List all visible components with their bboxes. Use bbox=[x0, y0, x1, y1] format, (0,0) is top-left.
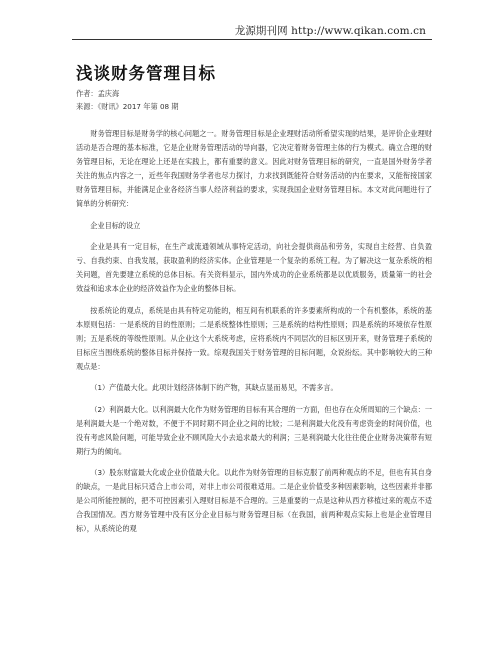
article-body bbox=[76, 127, 432, 544]
section-heading: 企业目标的设立 bbox=[90, 220, 141, 230]
site-header-text: 龙源期刊网 http://www.qikan.com.cn bbox=[234, 25, 426, 37]
article-source: 来源：《财讯》2017 年第 08 期 bbox=[76, 102, 179, 111]
body-paragraph: 企业是具有一定目标，在生产或流通领域从事特定活动，向社会提供商品和劳务，实现自主经营、自负盈亏、自我约束、自我发展，获取盈利的经济实体。企业管理是一个复杂的系统工程。为了解决这一复杂系统的相关问题，首先要建立系统的总体目标。有关资料显示，国内外成功的企业系统都是以优质服务，质量第一的社会效益和追求本企业的经济效益作为企业的整体目标。 bbox=[76, 242, 432, 293]
body-paragraph: 按系统论的观点，系统是由具有特定功能的，相互间有机联系的许多要素所构成的一个有机整体，系统的基本原则包括：一是系统的目的性原则；二是系统整体性原则；三是系统的结构性原则；四是系统的环境依存性原则；五是系统的等级性原则。从企业这个大系统考虑，应将系统内不同层次的目标区别开来，财务管理子系统的目标应当围绕系统的整体目标并保持一致。综观我国关于财务管理的目标问题，众说纷纭。其中影响较大的三种观点是： bbox=[76, 305, 432, 371]
header-divider bbox=[72, 39, 432, 40]
article-author: 作者：孟庆海 bbox=[76, 89, 120, 98]
body-paragraph: （1）产值最大化。此项计划经济体制下的产物，其缺点显而易见，不需多言。 bbox=[90, 383, 338, 392]
body-paragraph: （3）股东财富最大化或企业价值最大化。以此作为财务管理的目标克服了前两种观点的不足，但也有其自身的缺点，一是此目标只适合上市公司，对非上市公司很难适用。二是企业价值受多种因素影响，这些因素并非都是公司所能控制的，把不可控因素引入理财目标是不合理的。三是重要的一点是这种从西方移植过来的观点不适合我国情况。西方财务管理中没有区分企业目标与财务管理目标（在我国，前两种观点实际上也是企业管理目标），从系统论的观 bbox=[76, 468, 432, 533]
body-paragraph: 财务管理目标是财务学的核心问题之一。财务管理目标是企业理财活动所希望实现的结果，是评价企业理财活动是否合理的基本标准，它是企业财务管理活动的导向器，它决定着财务管理主体的行为模式。确立合理的财务管理目标，无论在理论上还是在实践上，都有重要的意义。因此对财务管理目标的研究，一直是国外财务学者关注的焦点内容之一，近些年我国财务学者也尽力探讨，力求找到既能符合财务活动的内在要求，又能衔接国家财务管理目标，并能满足企业各经济当事人经济利益的要求，实现我国企业财务管理目标。本文对此问题进行了简单的分析研究： bbox=[76, 129, 432, 208]
body-paragraph: （2）利润最大化。以利润最大化作为财务管理的目标有其合理的一方面，但也存在众所周知的三个缺点：一是利润最大是一个绝对数，不便于不同时期不同企业之间的比较；二是利润最大化没有考虑资金的时间价值，也没有考虑风险问题，可能导致企业不顾风险大小去追求最大的利润；三是利润最大化往往使企业财务决策带有短期行为的倾向。 bbox=[76, 404, 432, 456]
article-title: 浅谈财务管理目标 bbox=[76, 64, 216, 83]
